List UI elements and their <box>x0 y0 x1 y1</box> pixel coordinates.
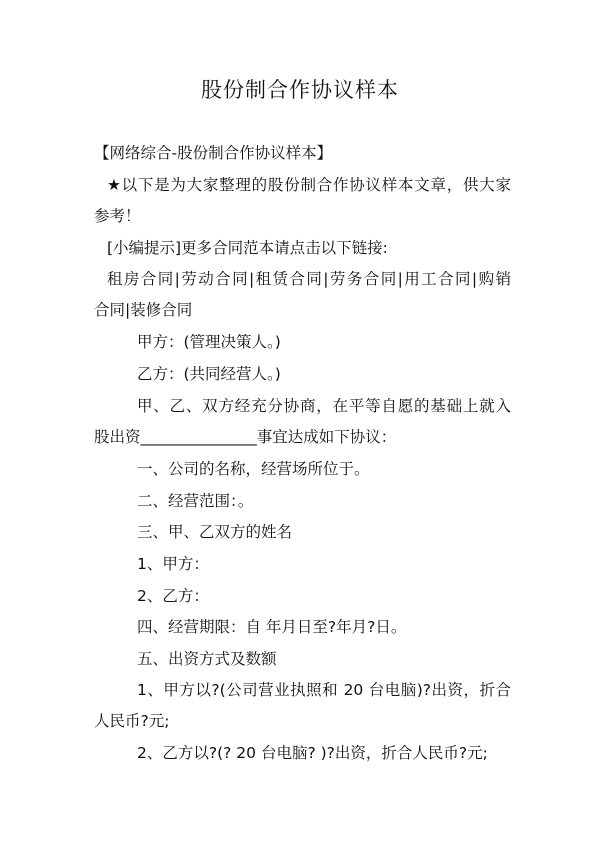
links-line-1: 租房合同|劳动合同|租赁合同|劳务合同|用工合同|购销 <box>107 270 511 288</box>
clause-5: 五、出资方式及数额 <box>137 650 277 668</box>
tip-line: [小编提示]更多合同范本请点击以下链接: <box>107 239 388 257</box>
document-title: 股份制合作协议样本 <box>201 78 399 102</box>
clause-4: 四、经营期限：自 年月日至?年月?日。 <box>137 618 407 636</box>
clause-3-party-a: 1、甲方： <box>137 555 209 573</box>
clause-5-2: 2、乙方以?(? 20 台电脑? )?出资，折合人民币?元; <box>137 744 488 762</box>
clause-5-1-line-1: 1、甲方以?(公司营业执照和 20 台电脑)?出资，折合 <box>137 681 511 699</box>
intro-line-2: 参考！ <box>94 207 141 225</box>
clause-2: 二、经营范围：。 <box>137 492 254 510</box>
agreement-line-2: 股出资_______________事宜达成如下协议： <box>94 428 397 446</box>
clause-5-1-line-2: 人民币?元; <box>94 712 170 730</box>
party-a-line: 甲方：(管理决策人。) <box>137 333 281 351</box>
intro-line-1: ★以下是为大家整理的股份制合作协议样本文章，供大家 <box>107 176 511 194</box>
links-line-2: 合同|装修合同 <box>94 301 193 319</box>
agreement-line-1: 甲、乙、双方经充分协商，在平等自愿的基础上就入 <box>137 397 511 415</box>
party-b-line: 乙方：(共同经营人。) <box>137 365 281 383</box>
clause-3: 三、甲、乙双方的姓名 <box>137 523 293 541</box>
clause-1: 一、公司的名称，经营场所位于。 <box>137 460 370 478</box>
header-tag: 【网络综合-股份制合作协议样本】 <box>94 144 333 162</box>
clause-3-party-b: 2、乙方： <box>137 587 209 605</box>
